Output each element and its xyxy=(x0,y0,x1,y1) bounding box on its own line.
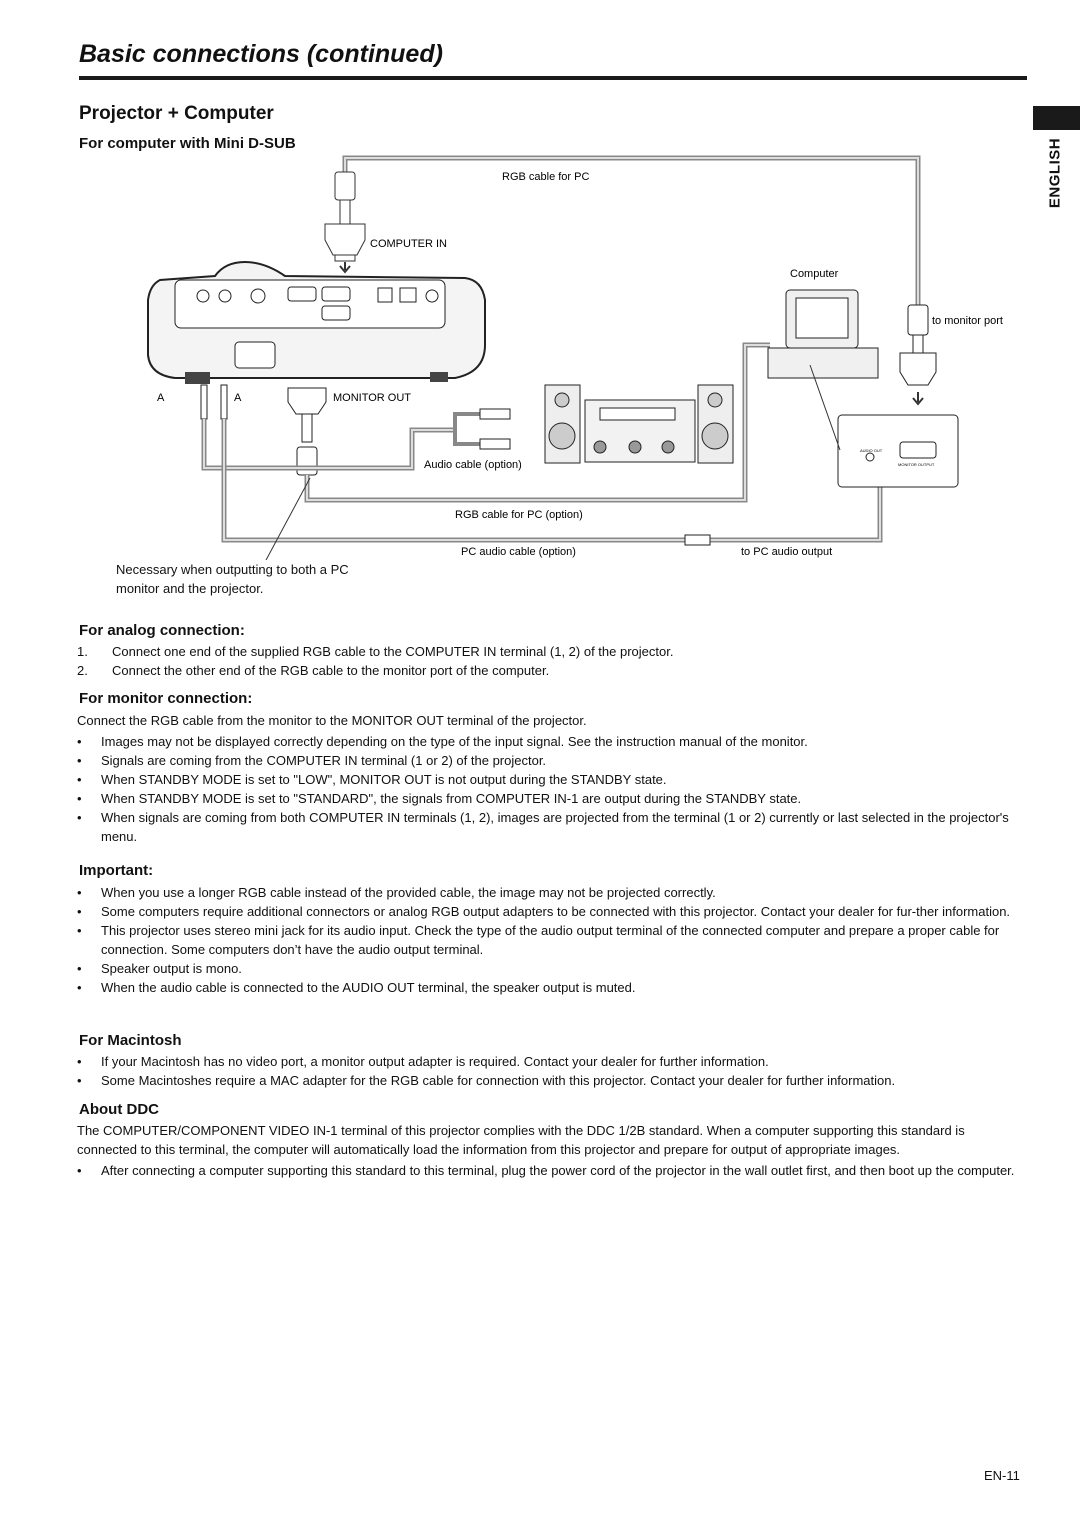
ddc-bullet: • After connecting a computer supporting this standard to this terminal, plug the power cord of the projector in the wall outlet first, and then boot up the computer. xyxy=(77,1163,1015,1178)
monitor-out-label: MONITOR OUT xyxy=(333,392,412,404)
audio-in-plug xyxy=(221,385,227,419)
ferrite-core-top xyxy=(335,172,355,200)
important-bullet: • This projector uses stereo mini jack for its audio input. Check the type of the audio output terminal of the connected computer and prepare a proper cable for connection. Some computers don’t have the audio output terminal. xyxy=(77,923,1000,957)
audio-out-label: A xyxy=(157,392,165,404)
macintosh-bullet: • Some Macintoshes require a MAC adapter for the RGB cable for connection with this projector. Contact your dealer for further information. xyxy=(77,1073,896,1088)
analog-heading: For analog connection: xyxy=(79,622,245,639)
monitor-section xyxy=(77,711,1027,846)
section-title: Projector + Computer xyxy=(79,103,274,124)
analog-step: 1. Connect one end of the supplied RGB cable to the COMPUTER IN terminal (1, 2) of the projector. xyxy=(77,644,674,659)
computer-unit xyxy=(768,348,878,378)
vga-connector-top xyxy=(325,224,365,255)
language-tab xyxy=(1030,135,1080,211)
monitor-heading: For monitor connection: xyxy=(79,690,253,707)
important-bullet: • When you use a longer RGB cable instead of the provided cable, the image may not be projected correctly. xyxy=(77,885,716,900)
analog-steps xyxy=(77,642,1027,680)
computer-back-panel xyxy=(838,415,958,487)
to-monitor-port-label: to monitor port xyxy=(932,315,1003,327)
ddc-section xyxy=(77,1121,1027,1180)
monitor-out-connector xyxy=(288,388,326,414)
important-bullet: • Some computers require additional connectors or analog RGB output adapters to be connected with this projector. Contact your dealer for fur-ther information. xyxy=(77,904,1011,919)
analog-step: 2. Connect the other end of the RGB cable to the monitor port of the computer. xyxy=(77,663,550,678)
monitor-bullet: • When STANDBY MODE is set to "LOW", MONITOR OUT is not output during the STANDBY state. xyxy=(77,772,667,787)
panel-audio-out: AUDIO OUT xyxy=(860,448,883,453)
computer-in-label: COMPUTER IN xyxy=(370,238,447,250)
audio-in-label: A xyxy=(234,392,242,404)
subsection-title: For computer with Mini D-SUB xyxy=(79,135,296,152)
ferrite-core-right xyxy=(908,305,928,335)
ddc-intro: The COMPUTER/COMPONENT VIDEO IN-1 terminal of this projector complies with the DDC 1/2B standard. When a computer supporting this standard is connected to this terminal, the computer will automatically load the information from this projector and prepare for output of appropriate images. xyxy=(77,1123,965,1157)
important-section xyxy=(77,883,1027,997)
page-number: EN-11 xyxy=(984,1468,1020,1483)
computer-label: Computer xyxy=(790,268,839,280)
audio-cable-label: Audio cable (option) xyxy=(424,459,522,471)
to-pc-audio-output-label: to PC audio output xyxy=(741,546,833,558)
monitor-bullet: • When signals are coming from both COMPUTER IN terminals (1, 2), images are projected from the terminal (1 or 2) currently or last selected in the projector's menu. xyxy=(77,810,1009,844)
vga-connector-right xyxy=(900,353,936,385)
important-heading: Important: xyxy=(79,862,154,879)
rgb-cable-option-label: RGB cable for PC (option) xyxy=(455,509,583,521)
power-inlet xyxy=(235,342,275,368)
audio-cable xyxy=(204,419,455,468)
important-bullet: • When the audio cable is connected to the AUDIO OUT terminal, the speaker output is muted. xyxy=(77,980,636,995)
ferrite-core-bottom xyxy=(297,447,317,475)
monitor-bullet: • Signals are coming from the COMPUTER IN terminal (1 or 2) of the projector. xyxy=(77,753,547,768)
monitor-intro: Connect the RGB cable from the monitor to the MONITOR OUT terminal of the projector. xyxy=(77,713,587,728)
language-tab-marker xyxy=(1033,106,1080,130)
monitor-bullet: • Images may not be displayed correctly depending on the type of the input signal. See the instruction manual of the monitor. xyxy=(77,734,808,749)
important-bullet: • Speaker output is mono. xyxy=(77,961,242,976)
page-title: Basic connections (continued) xyxy=(79,40,443,68)
macintosh-heading: For Macintosh xyxy=(79,1032,182,1049)
ddc-heading: About DDC xyxy=(79,1101,159,1118)
connection-diagram xyxy=(108,150,1028,560)
macintosh-section xyxy=(77,1052,1027,1090)
panel-monitor-output: MONITOR OUTPUT xyxy=(898,462,935,467)
monitor-bullet: • When STANDBY MODE is set to "STANDARD", the signals from COMPUTER IN-1 are output during the STANDBY state. xyxy=(77,791,802,806)
pc-audio-cable-label: PC audio cable (option) xyxy=(461,546,576,558)
rgb-cable-label: RGB cable for PC xyxy=(502,171,590,183)
language-label: ENGLISH xyxy=(1046,137,1064,209)
macintosh-bullet: • If your Macintosh has no video port, a monitor output adapter is required. Contact your dealer for further information. xyxy=(77,1054,769,1069)
title-rule xyxy=(79,76,1027,80)
audio-out-plug xyxy=(201,385,207,419)
diagram-note: Necessary when outputting to both a PC monitor and the projector. xyxy=(116,562,349,596)
